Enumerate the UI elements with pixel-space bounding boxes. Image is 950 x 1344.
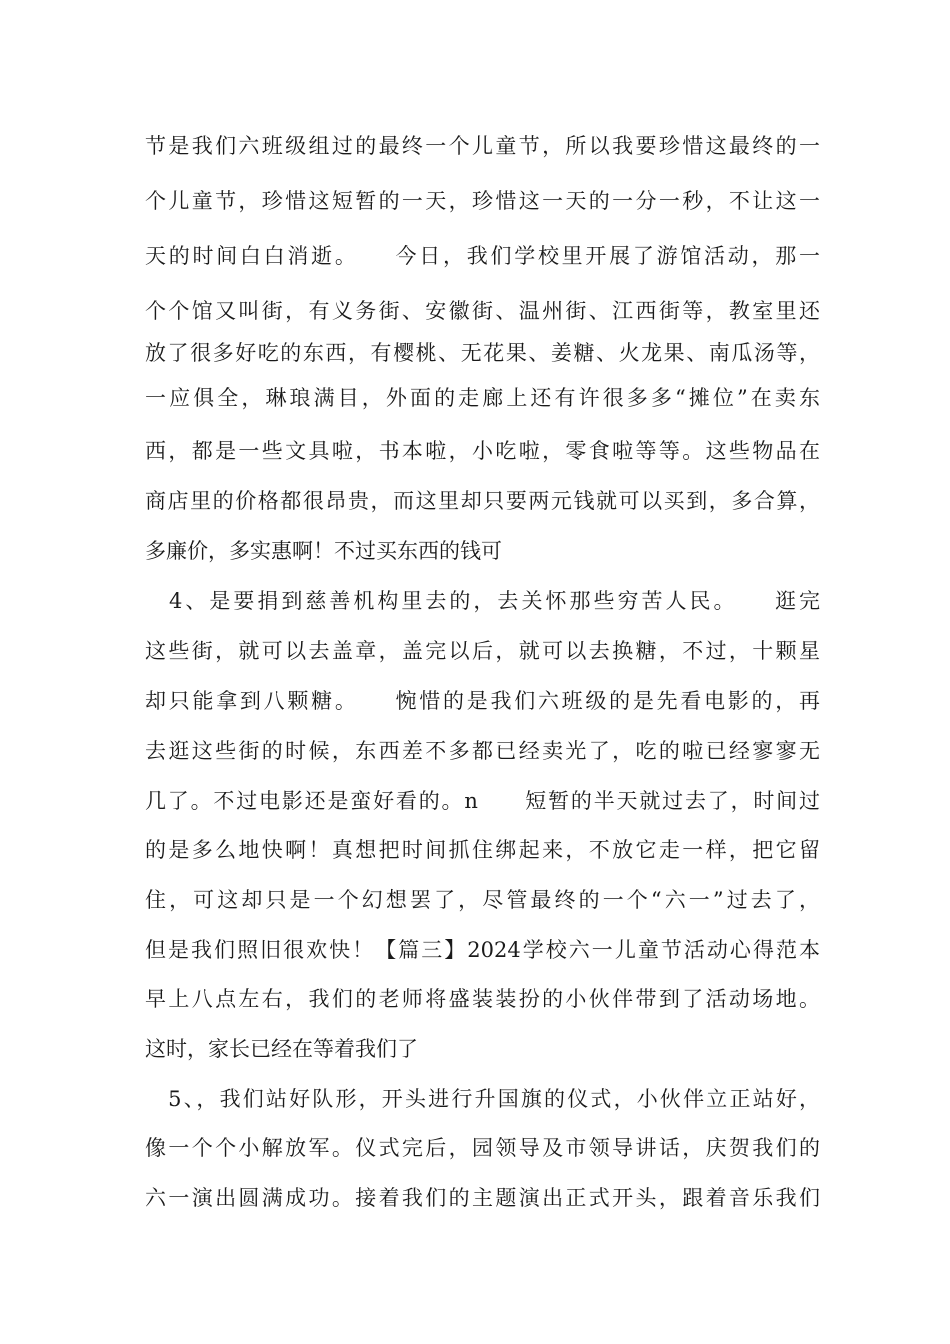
text-line: 天的时间白白消逝。 今日，我们学校里开展了游馆活动，那一: [145, 244, 820, 268]
text-line: 多廉价，多实惠啊！不过买东西的钱可: [145, 539, 502, 563]
text-line: 但是我们照旧很欢快！【篇三】2024学校六一儿童节活动心得范本: [145, 938, 820, 962]
text-line: 住，可这却只是一个幻想罢了，尽管最终的一个“六一”过去了，: [145, 888, 820, 912]
text-line: 节是我们六班级组过的最终一个儿童节，所以我要珍惜这最终的一: [145, 134, 820, 158]
text-line: 放了很多好吃的东西，有樱桃、无花果、姜糖、火龙果、南瓜汤等，: [145, 341, 820, 365]
text-line: 去逛这些街的时候，东西差不多都已经卖光了，吃的啦已经寥寥无: [145, 739, 820, 763]
text-line: 个儿童节，珍惜这短暂的一天，珍惜这一天的一分一秒，不让这一: [145, 189, 820, 213]
text-line: 六一演出圆满成功。接着我们的主题演出正式开头，跟着音乐我们: [145, 1186, 820, 1210]
text-line: 商店里的价格都很昂贵，而这里却只要两元钱就可以买到，多合算，: [145, 489, 820, 513]
text-line: 这时，家长已经在等着我们了: [145, 1037, 418, 1061]
text-line: 一应俱全，琳琅满目，外面的走廊上还有许很多多“摊位”在卖东: [145, 386, 820, 410]
text-line: 4、是要捐到慈善机构里去的，去关怀那些穷苦人民。 逛完: [145, 589, 820, 613]
text-line: 却只能拿到八颗糖。 惋惜的是我们六班级的是先看电影的，再: [145, 689, 820, 713]
text-line: 西，都是一些文具啦，书本啦，小吃啦，零食啦等等。这些物品在: [145, 439, 820, 463]
text-line: 像一个个小解放军。仪式完后，园领导及市领导讲话，庆贺我们的: [145, 1136, 820, 1160]
text-line: 的是多么地快啊！真想把时间抓住绑起来，不放它走一样，把它留: [145, 838, 820, 862]
text-line: 这些街，就可以去盖章，盖完以后，就可以去换糖，不过，十颗星: [145, 639, 820, 663]
text-line: 早上八点左右，我们的老师将盛装装扮的小伙伴带到了活动场地。: [145, 987, 820, 1011]
text-line: 几了。不过电影还是蛮好看的。n 短暂的半天就过去了，时间过: [145, 789, 820, 813]
text-line: 5、，我们站好队形，开头进行升国旗的仪式，小伙伴立正站好，: [145, 1087, 820, 1111]
text-line: 个个馆又叫街，有义务街、安徽街、温州街、江西街等，教室里还: [145, 299, 820, 323]
